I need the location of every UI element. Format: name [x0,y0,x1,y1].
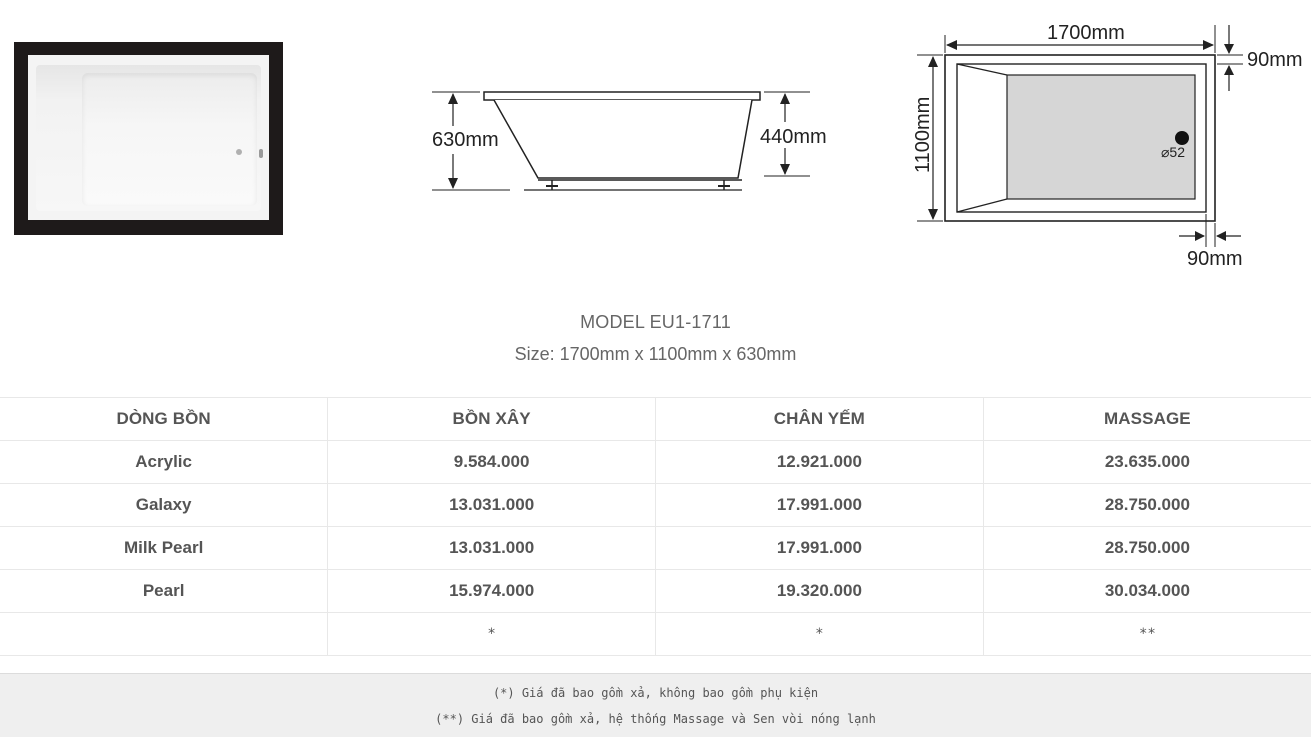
table-cell: Pearl [0,570,328,613]
depth-inner-label: 440mm [760,126,827,148]
table-row [0,441,1311,484]
table-cell: 30.034.000 [983,570,1311,613]
bathtub-basin [82,73,257,206]
header-cell: CHÂN YẾM [656,398,984,441]
top-view-diagram [905,15,1305,275]
price-table [0,397,1311,656]
table-cell [0,613,328,656]
rim-top-label: 90mm [1247,49,1303,71]
bathtub-body [28,55,269,220]
table-row [0,613,1311,656]
table-row [0,527,1311,570]
drain-label: ⌀52 [1161,144,1186,160]
table-row [0,484,1311,527]
depth-total-label: 630mm [432,129,499,151]
rim-bottom-label: 90mm [1187,248,1243,270]
overflow-icon [259,149,263,158]
table-cell: 19.320.000 [656,570,984,613]
note-line: (**) Giá đã bao gồm xả, hệ thống Massage và Sen vòi nóng lạnh [435,712,876,726]
table-cell: 12.921.000 [656,441,984,484]
top-view-svg [905,15,1305,275]
table-cell: 28.750.000 [983,527,1311,570]
table-cell: Milk Pearl [0,527,328,570]
header-cell: BỒN XÂY [328,398,656,441]
table-cell: 17.991.000 [656,527,984,570]
note-line: (*) Giá đã bao gồm xả, không bao gồm phụ kiện [492,686,819,700]
model-title: MODEL EU1-1711 [580,312,731,332]
footnote-marker: ** [983,613,1311,656]
bathtub-photo [14,42,283,235]
side-view-diagram [420,80,840,200]
header-cell: DÒNG BỒN [0,398,328,441]
table-cell: 28.750.000 [983,484,1311,527]
model-size: Size: 1700mm x 1100mm x 630mm [514,344,797,364]
table-header-row [0,398,1311,441]
header-cell: MASSAGE [983,398,1311,441]
table-cell: 9.584.000 [328,441,656,484]
side-view-svg [420,80,840,200]
drain-icon [236,149,242,155]
table-cell: 13.031.000 [328,484,656,527]
footnote-marker: * [328,613,656,656]
table-cell: Acrylic [0,441,328,484]
notes-box [0,673,1311,737]
table-cell: 23.635.000 [983,441,1311,484]
width-label: 1100mm [912,96,934,173]
table-cell: 17.991.000 [656,484,984,527]
length-label: 1700mm [1047,22,1125,44]
table-cell: Galaxy [0,484,328,527]
table-row [0,570,1311,613]
footnote-marker: * [656,613,984,656]
table-cell: 13.031.000 [328,527,656,570]
table-cell: 15.974.000 [328,570,656,613]
